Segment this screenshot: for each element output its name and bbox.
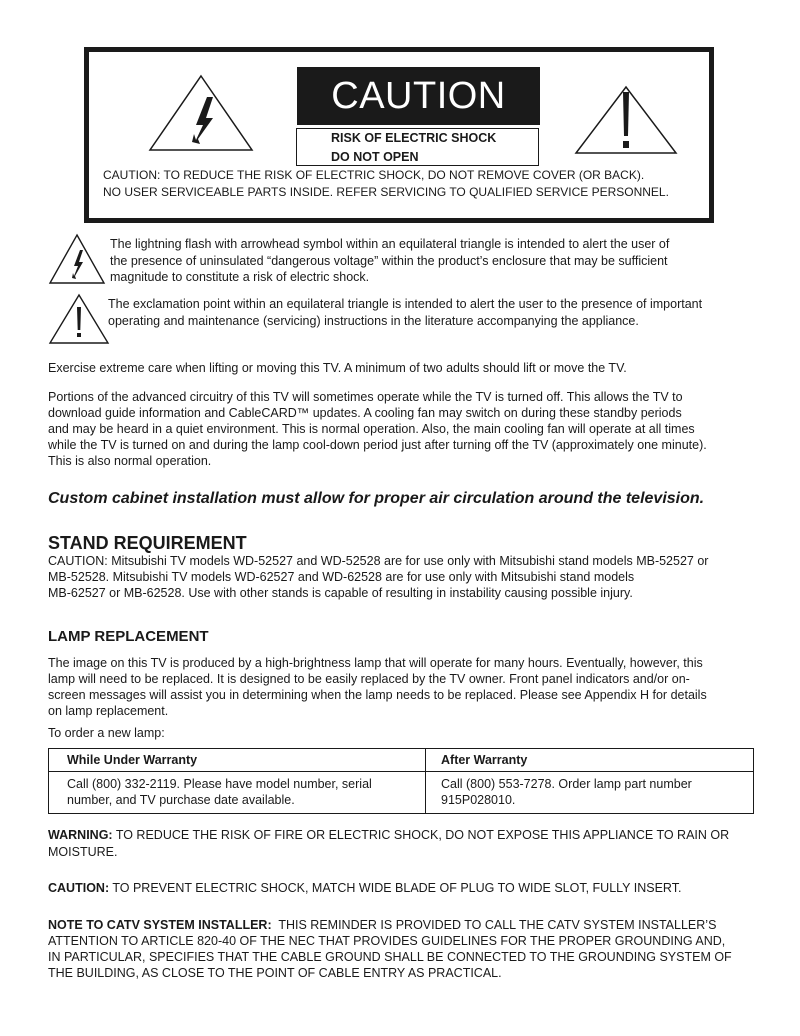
- standby-line-4: while the TV is turned on and during the lamp cool-down period just after turning off the TV (approximately one minute).: [48, 438, 707, 452]
- table-cell-warranty: [49, 772, 426, 814]
- catv-line-4: THE BUILDING, AS CLOSE TO THE POINT OF CABLE ENTRY AS PRACTICAL.: [48, 966, 502, 980]
- stand-line-2: MB-52528. Mitsubishi TV models WD-62527 and WD-62528 are for use only with Mitsubishi stand models: [48, 570, 635, 584]
- table-cell-after-warranty: [426, 772, 754, 814]
- lightning-desc-3: magnitude to constitute a risk of electric shock.: [110, 270, 370, 284]
- standby-line-2: download guide information and CableCARD™ updates. A cooling fan may switch on during these standby periods: [48, 406, 682, 420]
- plug-caution-text: TO PREVENT ELECTRIC SHOCK, MATCH WIDE BLADE OF PLUG TO WIDE SLOT, FULLY INSERT.: [109, 881, 682, 895]
- table-header-row: [49, 749, 754, 772]
- lightning-desc-2: the presence of uninsulated “dangerous voltage” within the product’s enclosure that may be sufficient: [110, 253, 668, 268]
- plug-caution-label: CAUTION:: [48, 881, 110, 895]
- catv-text-1: THIS REMINDER IS PROVIDED TO CALL THE CATV SYSTEM INSTALLER’S: [271, 918, 717, 932]
- lamp-order-label: To order a new lamp:: [48, 726, 165, 740]
- lamp-order-table: [48, 748, 754, 814]
- plug-caution: [48, 880, 681, 897]
- lifting-note: Exercise extreme care when lifting or moving this TV. A minimum of two adults should lift or move the TV.: [48, 361, 627, 375]
- caution-title: CAUTION: [297, 67, 540, 125]
- warranty-line-2: number, and TV purchase date available.: [67, 793, 295, 807]
- stand-line-1: CAUTION: Mitsubishi TV models WD-52527 and WD-52528 are for use only with Mitsubishi stand models MB-52527 or: [48, 554, 709, 568]
- after-warranty-line-2: 915P028010.: [441, 793, 516, 807]
- catv-line-2: ATTENTION TO ARTICLE 820-40 OF THE NEC THAT PROVIDES GUIDELINES FOR THE PROPER GROUNDING AND,: [48, 934, 726, 948]
- standby-line-1: Portions of the advanced circuitry of this TV will sometimes operate while the TV is turned off. This allows the TV to: [48, 390, 683, 404]
- catv-line-1: [48, 917, 716, 934]
- warning-label: WARNING:: [48, 828, 113, 842]
- warning-line-1: [48, 827, 729, 844]
- caution-line-1: CAUTION: TO REDUCE THE RISK OF ELECTRIC SHOCK, DO NOT REMOVE COVER (OR BACK).: [103, 168, 645, 182]
- exclamation-symbol-icon: [48, 293, 110, 345]
- exclamation-warning-icon: [573, 84, 679, 156]
- table-header-after-warranty: After Warranty: [426, 749, 754, 772]
- warranty-line-1: Call (800) 332-2119. Please have model number, serial: [67, 777, 372, 791]
- lamp-line-3: screen messages will assist you in determining when the lamp needs to be replaced. Please see Appendix H for details: [48, 688, 707, 702]
- exclamation-desc-1: The exclamation point within an equilateral triangle is intended to alert the user to the presence of important: [108, 297, 703, 311]
- shock-label-line2: DO NOT OPEN: [331, 150, 419, 164]
- lamp-heading: LAMP REPLACEMENT: [48, 628, 209, 645]
- lamp-line-1: The image on this TV is produced by a high-brightness lamp that will operate for many hours. Eventually, however, this: [48, 656, 703, 670]
- caution-line-2: NO USER SERVICEABLE PARTS INSIDE. REFER SERVICING TO QUALIFIED SERVICE PERSONNEL.: [103, 185, 669, 199]
- warning-text-1: TO REDUCE THE RISK OF FIRE OR ELECTRIC SHOCK, DO NOT EXPOSE THIS APPLIANCE TO RAIN OR: [112, 828, 730, 842]
- stand-line-3: MB-62527 or MB-62528. Use with other stands is capable of resulting in instability causing possible injury.: [48, 586, 633, 600]
- lightning-desc-1: The lightning flash with arrowhead symbol within an equilateral triangle is intended to alert the user of: [110, 237, 670, 251]
- standby-line-3: and may be heard in a quiet environment. This is normal operation. Also, the main cooling fan will operate at all times: [48, 422, 695, 436]
- catv-label: NOTE TO CATV SYSTEM INSTALLER:: [48, 918, 272, 932]
- stand-heading: STAND REQUIREMENT: [48, 533, 247, 553]
- standby-line-5: This is also normal operation.: [48, 454, 212, 468]
- table-header-warranty: While Under Warranty: [49, 749, 426, 772]
- shock-label-line1: RISK OF ELECTRIC SHOCK: [331, 131, 497, 145]
- lamp-line-2: lamp will need to be replaced. It is designed to be easily replaced by the TV owner. Front panel indicators and/or on-: [48, 672, 690, 686]
- lamp-line-4: on lamp replacement.: [48, 704, 169, 718]
- lightning-symbol-icon: [48, 233, 106, 285]
- ventilation-tagline: Custom cabinet installation must allow for proper air circulation around the television.: [48, 490, 705, 507]
- warning-line-2: MOISTURE.: [48, 844, 118, 859]
- table-row: [49, 772, 754, 814]
- after-warranty-line-1: Call (800) 553-7278. Order lamp part number: [441, 777, 692, 791]
- lightning-warning-icon: [147, 73, 255, 153]
- exclamation-desc-2: operating and maintenance (servicing) instructions in the literature accompanying the appliance.: [108, 313, 639, 328]
- catv-line-3: IN PARTICULAR, SPECIFIES THAT THE CABLE GROUND SHALL BE CONNECTED TO THE GROUNDING SYSTEM OF: [48, 950, 732, 964]
